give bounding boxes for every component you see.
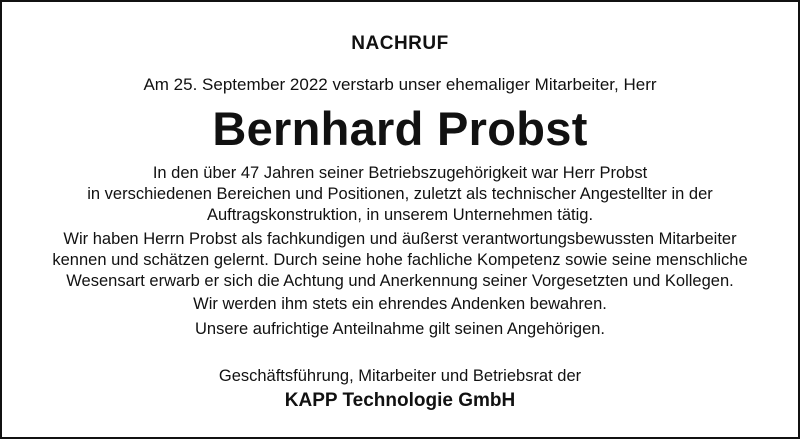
company-name: KAPP Technologie GmbH <box>284 390 516 411</box>
notice-heading: NACHRUF <box>351 33 449 54</box>
paragraph-line: In den über 47 Jahren seiner Betriebszugehörigkeit war Herr Probst <box>152 164 648 182</box>
signoff-line: Geschäftsführung, Mitarbeiter und Betriebsrat der <box>218 367 582 385</box>
paragraph-line: in verschiedenen Bereichen und Positionen, zuletzt als technischer Angestellter in der <box>87 185 713 203</box>
career-paragraph <box>0 163 800 226</box>
intro-line: Am 25. September 2022 verstarb unser ehemaliger Mitarbeiter, Herr <box>143 75 657 94</box>
condolence-line: Unsere aufrichtige Anteilnahme gilt seinen Angehörigen. <box>194 320 606 338</box>
deceased-name: Bernhard Probst <box>212 102 588 155</box>
paragraph-line: Wesensart erwarb er sich die Achtung und Anerkennung seiner Vorgesetzten und Kollegen. <box>66 272 734 290</box>
remembrance-line: Wir werden ihm stets ein ehrendes Andenken bewahren. <box>193 295 607 313</box>
appreciation-paragraph <box>0 229 800 292</box>
paragraph-line: kennen und schätzen gelernt. Durch seine hohe fachliche Kompetenz sowie seine menschliche <box>52 251 748 269</box>
paragraph-line: Auftragskonstruktion, in unserem Unternehmen tätig. <box>206 206 594 224</box>
paragraph-line: Wir haben Herrn Probst als fachkundigen und äußerst verantwortungsbewussten Mitarbeiter <box>63 230 737 248</box>
